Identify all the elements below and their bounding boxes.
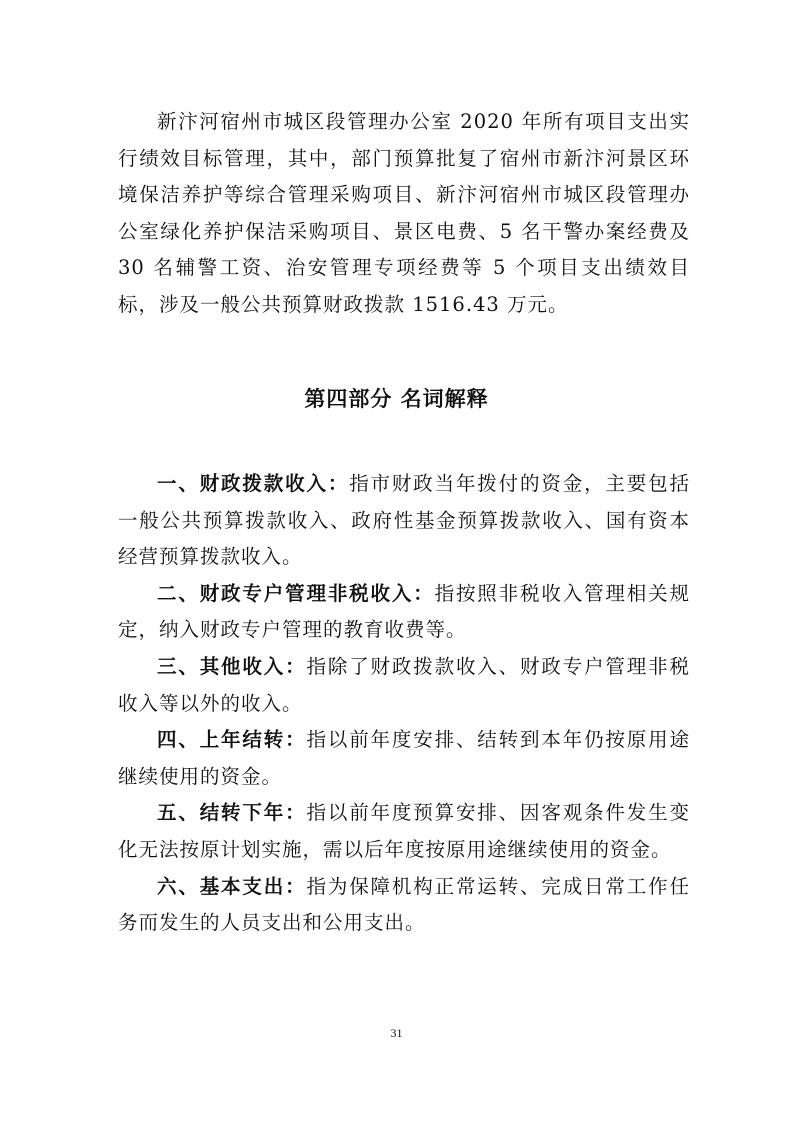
definition-item: [118, 649, 690, 722]
definition-text: 指除了财政拨款收入、财政专户管理非税收入等以外的收入。: [118, 654, 690, 715]
intro-paragraph: 新汴河宿州市城区段管理办公室 2020 年所有项目支出实行绩效目标管理，其中，部门预算批复了宿州市新汴河景区环境保洁养护等综合管理采购项目、新汴河宿州市城区段管理办公室绿化养护保洁采购项目、景区电费、5 名干警办案经费及 30 名辅警工资、治安管理专项经费等 5 个项目支出绩效目标，涉及一般公共预算财政拨款 1516.43 万元。: [118, 110, 690, 316]
definition-item: [118, 869, 690, 942]
definition-term: 四、上年结转：: [157, 728, 307, 752]
definition-item: [118, 576, 690, 649]
definition-item: [118, 466, 690, 576]
definition-text: 指为保障机构正常运转、完成日常工作任务而发生的人员支出和公用支出。: [118, 874, 690, 935]
definition-text: 指以前年度安排、结转到本年仍按原用途继续使用的资金。: [118, 728, 690, 788]
definition-text: 指以前年度预算安排、因客观条件发生变化无法按原计划实施，需以后年度按原用途继续使用的资金。: [118, 801, 690, 861]
section-title: 第四部分 名词解释: [304, 387, 489, 411]
definition-term: 六、基本支出：: [157, 874, 307, 898]
definition-item: [118, 722, 690, 795]
definition-text: 指按照非税收入管理相关规定，纳入财政专户管理的教育收费等。: [118, 581, 690, 642]
definitions-list: [118, 466, 690, 942]
definition-term: 一、财政拨款收入：: [157, 472, 350, 495]
definition-text: 指市财政当年拨付的资金，主要包括一般公共预算拨款收入、政府性基金预算拨款收入、国有资本经营预算拨款收入。: [118, 472, 690, 569]
definition-item: [118, 795, 690, 868]
page-number: 31: [390, 1026, 403, 1040]
definition-term: 五、结转下年：: [157, 801, 307, 825]
definition-term: 二、财政专户管理非税收入：: [157, 581, 435, 605]
definition-term: 三、其他收入：: [157, 654, 307, 678]
